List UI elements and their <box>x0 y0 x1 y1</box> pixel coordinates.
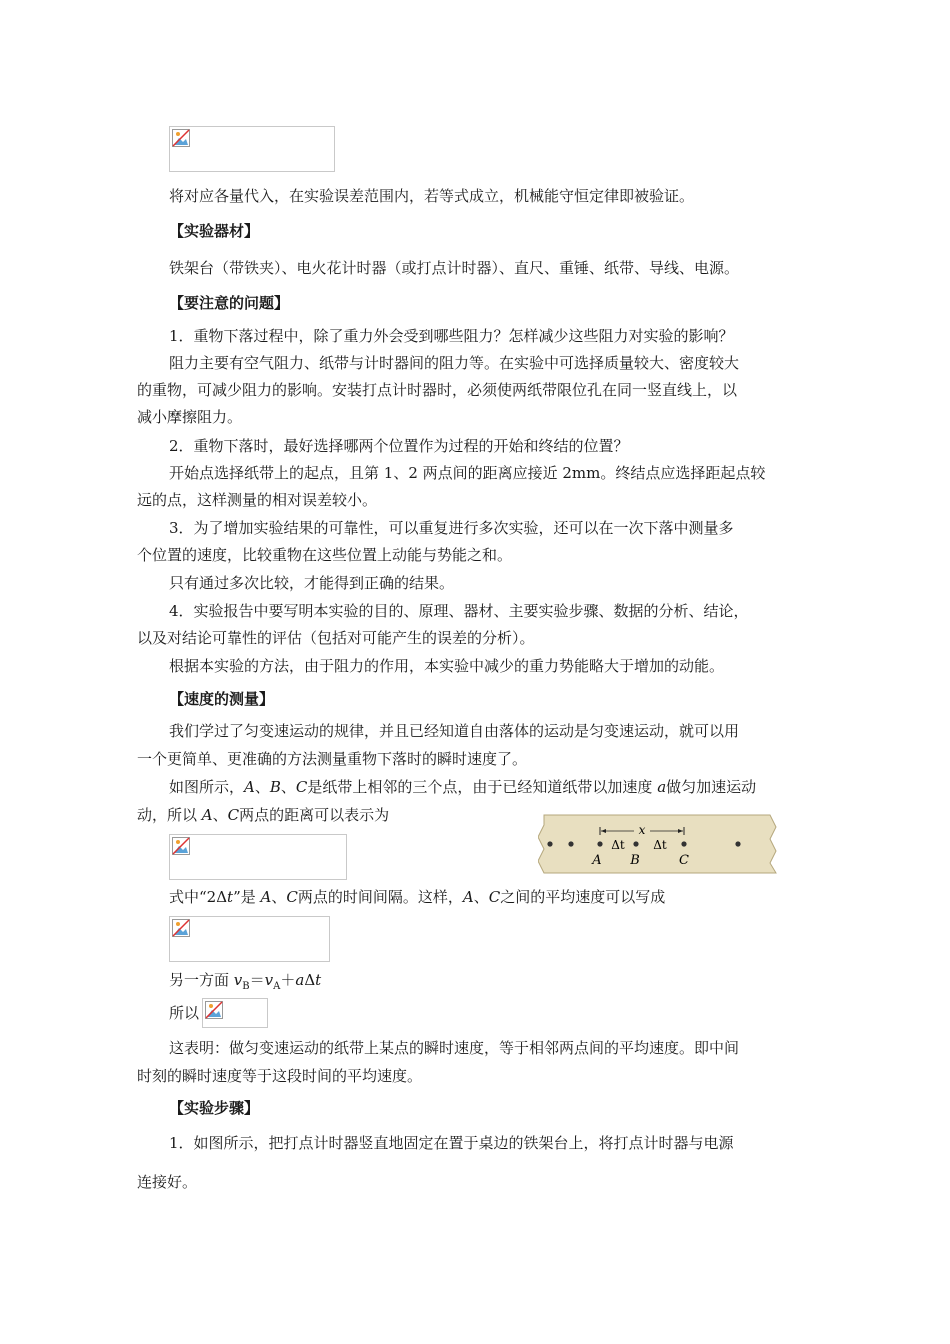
paragraph: 将对应各量代入，在实验误差范围内，若等式成立，机械能守恒定律即被验证。 <box>169 187 695 205</box>
text-span: 、 <box>271 888 287 906</box>
point-b-label: B <box>269 778 281 796</box>
paragraph <box>169 970 321 997</box>
text-span: 之间的平均速度可以写成 <box>500 888 666 906</box>
section-heading-steps: 【实验步骤】 <box>169 1099 260 1117</box>
text-span: 另一方面 <box>169 971 234 989</box>
velocity-b: v <box>233 971 243 989</box>
text-span: 是纸带上相邻的三个点，由于已经知道纸带以加速度 <box>307 778 658 796</box>
paragraph: 开始点选择纸带上的起点，且第 1、2 两点间的距离应接近 2mm。终结点应选择距起点较 <box>169 464 766 482</box>
text-span: 两点的时间间隔。这样， <box>297 888 463 906</box>
paragraph: 个位置的速度，比较重物在这些位置上动能与势能之和。 <box>137 546 513 564</box>
velocity-a: v <box>264 971 274 989</box>
acceleration-symbol: a <box>295 971 305 989</box>
section-heading-speed: 【速度的测量】 <box>169 690 275 708</box>
paragraph: 所以 <box>169 1004 200 1022</box>
equation-image-1 <box>169 126 335 172</box>
text-span: 、 <box>473 888 489 906</box>
delta-t-label: Δt <box>653 838 667 852</box>
paragraph: 2．重物下落时，最好选择哪两个位置作为过程的开始和终结的位置？ <box>169 437 629 455</box>
broken-image-icon <box>205 1001 223 1019</box>
point-c-label: C <box>488 888 501 906</box>
tape-dot <box>568 841 573 846</box>
point-a-label: A <box>244 778 255 796</box>
paragraph: 1．重物下落过程中，除了重力外会受到哪些阻力？怎样减少这些阻力对实验的影响？ <box>169 327 734 345</box>
subscript: B <box>242 981 250 992</box>
equation-image-3 <box>169 916 330 962</box>
point-c-label: C <box>679 853 689 868</box>
paragraph: 铁架台（带铁夹）、电火花计时器（或打点计时器）、直尺、重锤、纸带、导线、电源。 <box>169 259 740 277</box>
text-span: 做匀加速运动 <box>666 778 757 796</box>
acceleration-symbol: a <box>657 778 667 796</box>
section-heading-equipment: 【实验器材】 <box>169 222 260 240</box>
paragraph: 以及对结论可靠性的评估（包括对可能产生的误差的分析）。 <box>137 629 535 647</box>
point-b-label: B <box>630 853 640 868</box>
paragraph: 阻力主要有空气阻力、纸带与计时器间的阻力等。在实验中可选择质量较大、密度较大 <box>169 354 740 372</box>
paragraph: 4．实验报告中要写明本实验的目的、原理、器材、主要实验步骤、数据的分析、结论， <box>169 602 749 620</box>
ticker-tape-figure <box>538 813 778 875</box>
text-span: ＋ <box>280 971 296 989</box>
text-span: 动，所以 <box>137 806 202 824</box>
paragraph: 时刻的瞬时速度等于这段时间的平均速度。 <box>137 1067 423 1085</box>
tape-dot-c <box>681 841 686 846</box>
time-symbol: t <box>315 971 322 989</box>
point-a-label: A <box>260 888 272 906</box>
distance-x-label: x <box>638 823 646 837</box>
paragraph: 这表明：做匀变速运动的纸带上某点的瞬时速度，等于相邻两点间的平均速度。即中间 <box>169 1039 740 1057</box>
broken-image-icon <box>172 837 190 855</box>
paragraph: 只有通过多次比较，才能得到正确的结果。 <box>169 574 455 592</box>
point-a-label: A <box>462 888 474 906</box>
section-heading-notes: 【要注意的问题】 <box>169 294 290 312</box>
paragraph: 我们学过了匀变速运动的规律，并且已经知道自由落体的运动是匀变速运动，就可以用 <box>169 722 740 740</box>
text-span: ”是 <box>233 888 261 906</box>
paragraph <box>169 777 756 797</box>
paragraph: 一个更简单、更准确的方法测量重物下落时的瞬时速度了。 <box>137 750 528 768</box>
text-span: Δ <box>304 971 316 989</box>
point-c-label: C <box>286 888 298 906</box>
tape-dot <box>735 841 740 846</box>
point-c-label: C <box>227 806 240 824</box>
text-span: 、 <box>280 778 296 796</box>
paragraph: 减小摩擦阻力。 <box>137 408 243 426</box>
text-span: 式中“2Δ <box>169 888 228 906</box>
tape-dot-b <box>633 841 638 846</box>
paragraph: 连接好。 <box>137 1173 198 1191</box>
paragraph: 根据本实验的方法，由于阻力的作用，本实验中减少的重力势能略大于增加的动能。 <box>169 657 725 675</box>
text-span: 、 <box>212 806 228 824</box>
subscript: A <box>273 981 281 992</box>
broken-image-icon <box>172 129 190 147</box>
paragraph <box>169 887 665 907</box>
broken-image-icon <box>172 919 190 937</box>
text-span: ＝ <box>249 971 265 989</box>
point-a-label: A <box>592 853 602 868</box>
time-symbol: t <box>227 888 234 906</box>
paragraph: 的重物，可减少阻力的影响。安装打点计时器时，必须使两纸带限位孔在同一竖直线上，以 <box>137 381 738 399</box>
tape-dot-a <box>597 841 602 846</box>
text-span: 、 <box>254 778 270 796</box>
paragraph: 远的点，这样测量的相对误差较小。 <box>137 491 378 509</box>
equation-image-2 <box>169 834 347 880</box>
point-c-label: C <box>295 778 308 796</box>
tape-dot <box>547 841 552 846</box>
point-a-label: A <box>201 806 213 824</box>
paragraph: 1．如图所示，把打点计时器竖直地固定在置于桌边的铁架台上，将打点计时器与电源 <box>169 1134 734 1152</box>
text-span: 如图所示， <box>169 778 245 796</box>
equation-image-4 <box>202 998 268 1028</box>
delta-t-label: Δt <box>611 838 625 852</box>
paragraph <box>137 805 389 825</box>
text-span: 两点的距离可以表示为 <box>239 806 390 824</box>
paragraph: 3．为了增加实验结果的可靠性，可以重复进行多次实验，还可以在一次下落中测量多 <box>169 519 734 537</box>
